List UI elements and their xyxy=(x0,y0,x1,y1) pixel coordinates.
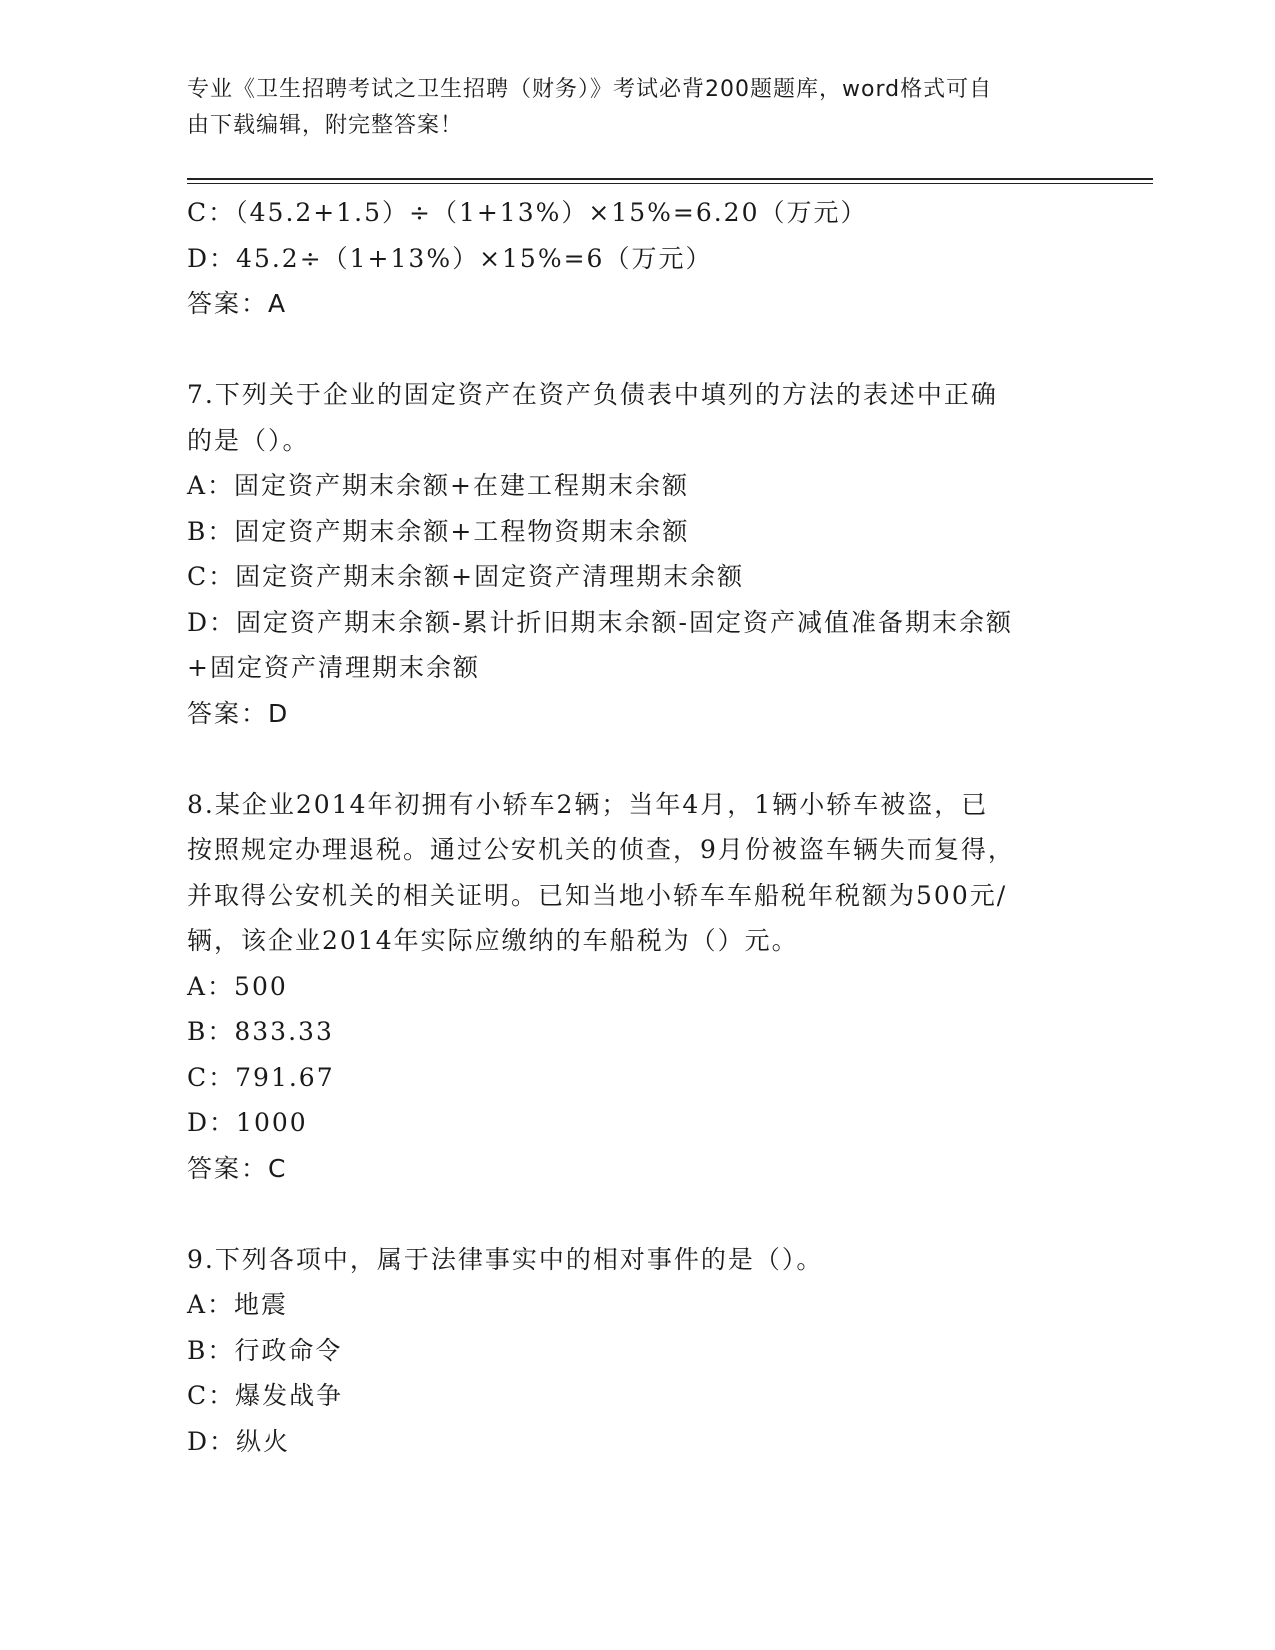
answer: 答案：D xyxy=(187,698,290,728)
question-stem: 按照规定办理退税。通过公安机关的侦查，9月份被盗车辆失而复得， xyxy=(187,835,1015,864)
question-stem: 辆，该企业2014年实际应缴纳的车船税为（）元。 xyxy=(187,926,799,955)
option-a: A：固定资产期末余额+在建工程期末余额 xyxy=(187,471,690,500)
option-d: D：纵火 xyxy=(187,1426,291,1456)
question-9 xyxy=(187,1237,1087,1465)
question-stem: 并取得公安机关的相关证明。已知当地小轿车车船税年税额为500元/ xyxy=(187,880,1008,910)
option-a: A：500 xyxy=(187,971,288,1001)
option-c: C：（45.2+1.5）÷（1+13%）×15%=6.20（万元） xyxy=(187,198,868,227)
option-d: D：45.2÷（1+13%）×15%=6（万元） xyxy=(187,243,713,273)
header-line-1: 专业《卫生招聘考试之卫生招聘（财务）》考试必背200题题库，word格式可自 xyxy=(187,77,993,102)
option-d: D：固定资产期末余额-累计折旧期末余额-固定资产减值准备期末余额 xyxy=(187,607,1013,637)
question-stem: 9.下列各项中，属于法律事实中的相对事件的是（）。 xyxy=(187,1244,824,1274)
question-stem: 7.下列关于企业的固定资产在资产负债表中填列的方法的表述中正确 xyxy=(187,380,998,409)
question-stem: 的是（）。 xyxy=(187,425,310,455)
option-d-continued: +固定资产清理期末余额 xyxy=(187,653,480,682)
answer: 答案：C xyxy=(187,1153,288,1183)
option-d: D：1000 xyxy=(187,1108,308,1137)
option-a: A：地震 xyxy=(187,1290,289,1319)
option-b: B：833.33 xyxy=(187,1017,334,1046)
answer: 答案：A xyxy=(187,289,288,318)
spacer xyxy=(187,736,1087,782)
option-b: B：行政命令 xyxy=(187,1335,343,1365)
option-b: B：固定资产期末余额+工程物资期末余额 xyxy=(187,516,690,546)
spacer xyxy=(187,1191,1087,1237)
spacer xyxy=(187,327,1087,373)
prev-question xyxy=(187,190,1087,327)
option-c: C：爆发战争 xyxy=(187,1381,344,1410)
option-c: C：固定资产期末余额+固定资产清理期末余额 xyxy=(187,562,745,591)
document-header xyxy=(187,72,1067,144)
document-body xyxy=(187,190,1087,1464)
header-line-2: 由下载编辑，附完整答案！ xyxy=(187,113,464,138)
question-7 xyxy=(187,372,1087,736)
question-8 xyxy=(187,782,1087,1192)
question-stem: 8.某企业2014年初拥有小轿车2辆；当年4月，1辆小轿车被盗，已 xyxy=(187,789,989,819)
header-rule-thick xyxy=(187,178,1153,180)
header-rule-thin xyxy=(187,183,1153,184)
option-c: C：791.67 xyxy=(187,1062,335,1092)
